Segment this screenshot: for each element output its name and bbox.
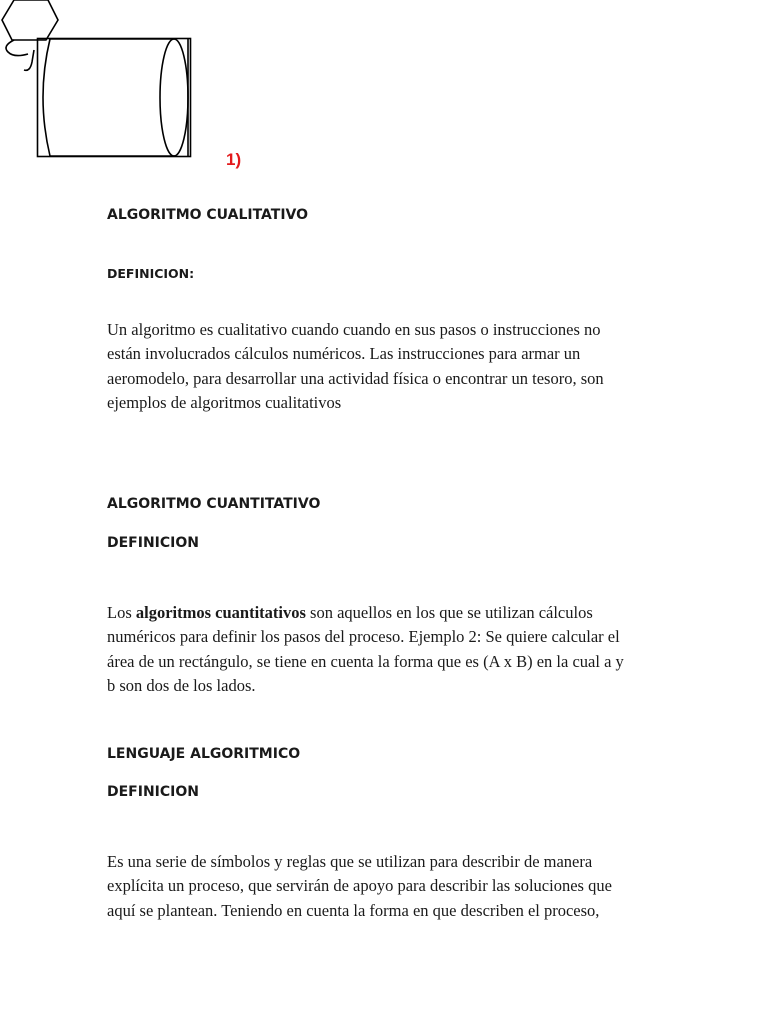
paragraph-text: son aquellos en los que se utilizan cálculos <box>305 603 593 622</box>
paragraph-cuantitativo <box>107 601 659 698</box>
paragraph-line: aquí se plantean. Teniendo en cuenta la forma en que describen el proceso, <box>107 900 600 920</box>
paragraph-line: ejemplos de algoritmos cualitativos <box>107 392 342 412</box>
paragraph-line: Un algoritmo es cualitativo cuando cuando en sus pasos o instrucciones no <box>107 320 601 339</box>
item-number: 1) <box>226 150 242 169</box>
flowchart-symbols-diagram <box>0 0 200 165</box>
paragraph-text: Los <box>107 603 136 622</box>
paragraph-line <box>107 601 659 625</box>
section-subheading-lenguaje: DEFINICION <box>107 784 199 800</box>
paragraph-cualitativo <box>107 318 659 415</box>
section-heading-cualitativo: ALGORITMO CUALITATIVO <box>107 207 309 223</box>
section-heading-cuantitativo: ALGORITMO CUANTITATIVO <box>107 496 321 512</box>
paragraph-lenguaje <box>107 850 659 923</box>
bold-term: algoritmos cuantitativos <box>135 603 306 622</box>
paragraph-line: Es una serie de símbolos y reglas que se utilizan para describir de manera <box>107 852 593 871</box>
paragraph-line: están involucrados cálculos numéricos. Las instrucciones para armar un <box>107 344 581 364</box>
paragraph-line: numéricos para definir los pasos del proceso. Ejemplo 2: Se quiere calcular el <box>107 627 620 647</box>
cylinder-symbol <box>38 39 191 157</box>
paragraph-line: aeromodelo, para desarrollar una actividad física o encontrar un tesoro, son <box>107 368 604 388</box>
paragraph-line: explícita un proceso, que servirán de apoyo para describir las soluciones que <box>107 876 612 896</box>
section-heading-lenguaje: LENGUAJE ALGORITMICO <box>107 746 301 762</box>
section-subheading-cualitativo: DEFINICION: <box>107 266 195 281</box>
paragraph-line: b son dos de los lados. <box>107 675 256 695</box>
hexagon-symbol <box>2 0 58 70</box>
section-subheading-cuantitativo: DEFINICION <box>107 535 199 551</box>
paragraph-line: área de un rectángulo, se tiene en cuenta la forma que es (A x B) en la cual a y <box>107 651 624 671</box>
